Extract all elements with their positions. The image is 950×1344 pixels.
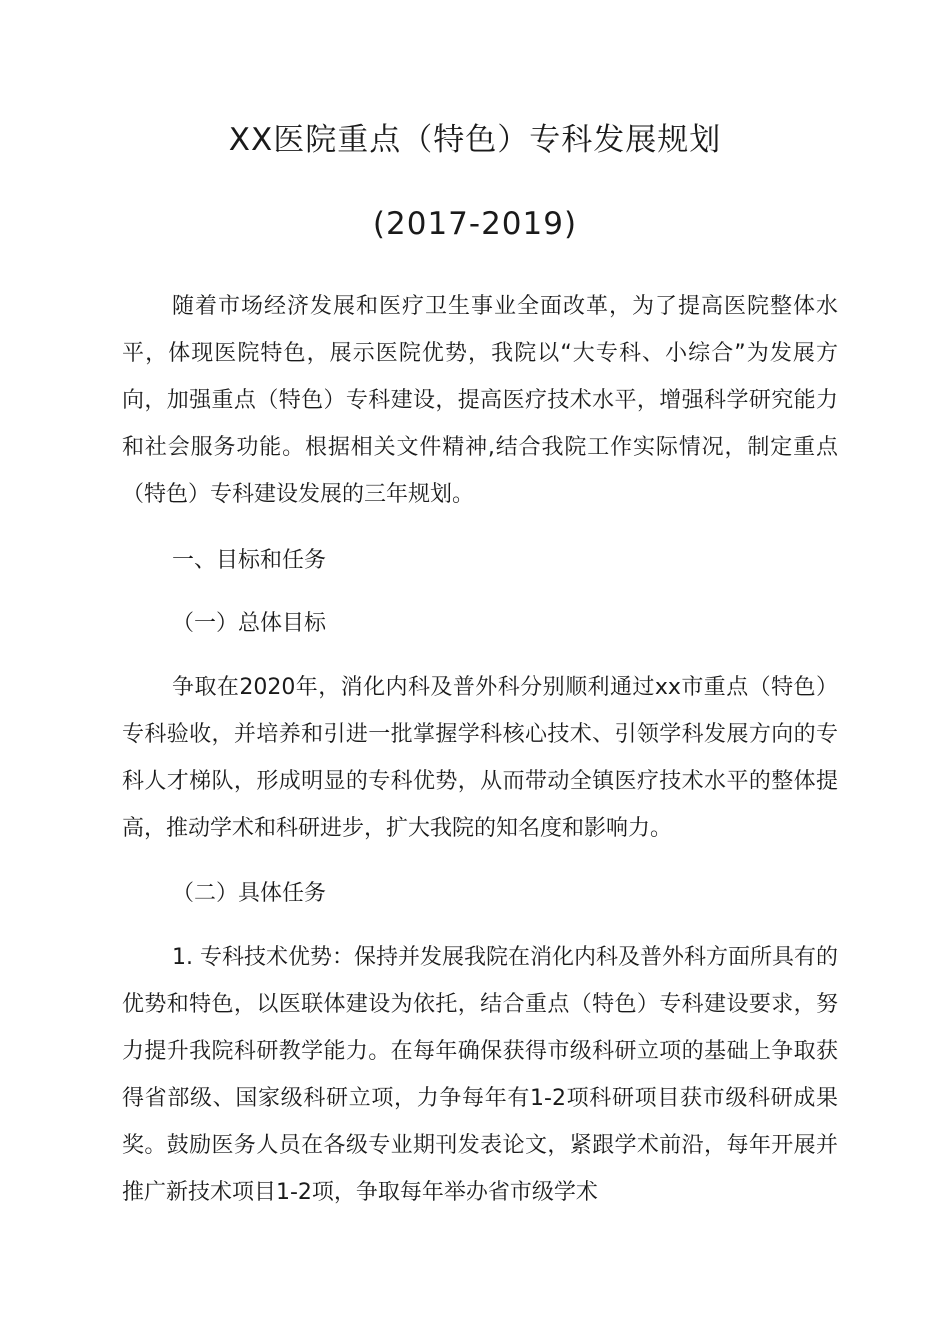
- section-heading-goals-tasks: 一、目标和任务: [172, 548, 327, 573]
- specific-tasks-paragraph: 1. 专科技术优势：保持并发展我院在消化内科及普外科方面所具有的优势和特色，以医联体建设为依托，结合重点（特色）专科建设要求，努力提升我院科研教学能力。在每年确保获得市级科研立项的基础上争取获得省部级、国家级科研立项，力争每年有1-2项科研项目获市级科研成果奖。鼓励医务人员在各级专业期刊发表论文，紧跟学术前沿，每年开展并推广新技术项目1-2项，争取每年举办省市级学术: [122, 945, 838, 1205]
- document-subtitle: (2017-2019): [372, 206, 578, 242]
- overall-goal-paragraph: 争取在2020年，消化内科及普外科分别顺利通过xx市重点（特色）专科验收，并培养和引进一批掌握学科核心技术、引领学科发展方向的专科人才梯队，形成明显的专科优势，从而带动全镇医疗技术水平的整体提高，推动学术和科研进步，扩大我院的知名度和影响力。: [122, 675, 838, 841]
- subsection-heading-specific-tasks: （二）具体任务: [172, 881, 327, 906]
- document-title: XX医院重点（特色）专科发展规划: [228, 122, 722, 158]
- subsection-heading-overall-goal: （一）总体目标: [172, 611, 327, 636]
- intro-paragraph: 随着市场经济发展和医疗卫生事业全面改革，为了提高医院整体水平，体现医院特色，展示医院优势，我院以“大专科、小综合”为发展方向，加强重点（特色）专科建设，提高医疗技术水平，增强科学研究能力和社会服务功能。根据相关文件精神,结合我院工作实际情况，制定重点（特色）专科建设发展的三年规划。: [122, 294, 838, 507]
